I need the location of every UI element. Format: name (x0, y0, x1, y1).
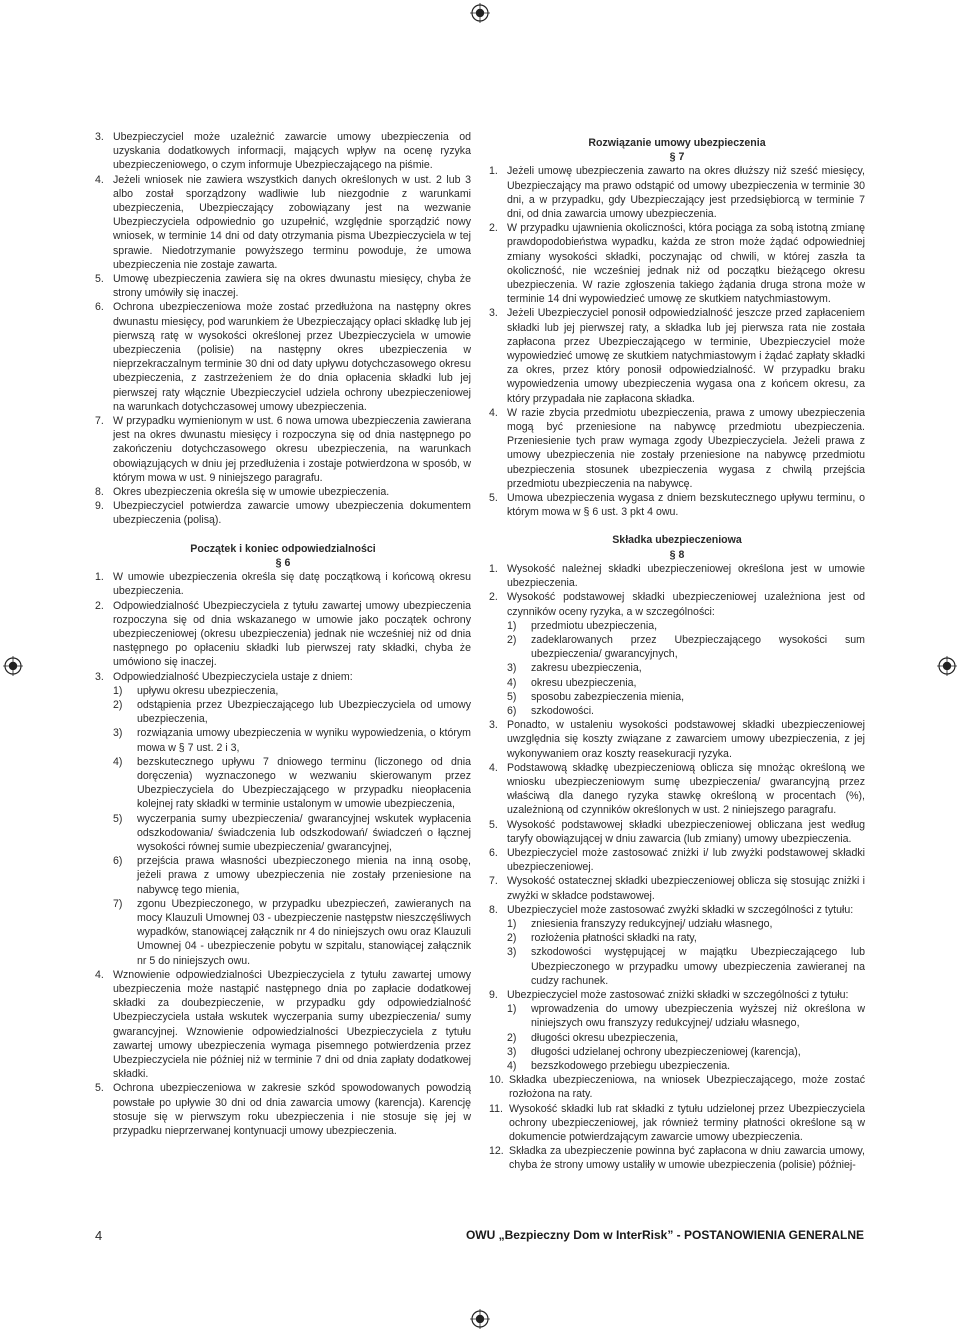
sub-list-item (507, 676, 865, 690)
item-number: 9. (489, 988, 498, 1001)
item-text: Ubezpieczyciel może zastosować zniżki składki w szczególności z tytułu: (507, 988, 849, 1001)
section-6-title: Początek i koniec odpowiedzialności (190, 542, 376, 555)
item-text: Ochrona ubezpieczeniowa może zostać przedłużona na następny okres dwunastu miesięcy, pod warunkiem że Ubezpieczający opłaci składkę lub jej pierwszą ratę w wysokości określonej przez Ubezpieczyciela w umowie ubezpieczenia (polisie) na następny okres ubezpieczenia w nieprzekraczalnym terminie 30 dni od daty upływu dotychczasowego okresu ubezpieczenia, z zastrzeżeniem że do dnia opłacenia składki lub jej pierwszej raty włącznie Ubezpieczyciel udziela ochrony ubezpieczeniowej na warunkach dotychczasowej umowy ubezpieczenia. (113, 301, 471, 413)
list-item (489, 903, 865, 917)
item-text: upływu okresu ubezpieczenia, (137, 684, 279, 697)
sub-list-item (507, 690, 865, 704)
right-column (489, 130, 865, 1173)
list-item (489, 818, 865, 846)
item-text: Ubezpieczyciel potwierdza zawarcie umowy ubezpieczenia dokumentem ubezpieczenia (polisą). (113, 500, 471, 527)
item-number: 8. (95, 486, 104, 499)
item-text: odstąpienia przez Ubezpieczającego lub Ubezpieczyciela od umowy ubezpieczenia, (137, 698, 471, 726)
item-text: sposobu zabezpieczenia mienia, (531, 690, 685, 703)
item-number: 1) (507, 619, 517, 632)
item-text: Ubezpieczyciel może zastosować zniżki i/ lub zwyżki podstawowej składki ubezpieczeniowej. (507, 846, 865, 874)
item-number: 5. (95, 1082, 104, 1095)
item-text: Jeżeli umowę ubezpieczenia zawarto na okres dłuższy niż sześć miesięcy, Ubezpieczający ma prawo odstąpić od umowy ubezpieczenia w terminie 30 dni, a w przypadku, gdy Ubezpieczający jest przedsiębiorcą w terminie 7 dni, od dnia zawarcia umowy ubezpieczenia. (507, 165, 865, 221)
list-item (489, 562, 865, 590)
item-text: Jeżeli Ubezpieczyciel ponosił odpowiedzialność jeszcze przed zapłaceniem składki lub jej pierwszej raty, a składka lub jej pierwsza rata nie została zapłacona przez Ubezpieczającego w terminie, Ubezpieczyciel może wypowiedzieć umowę ze skutkiem natychmiastowym i żądać zapłaty składki za okres, przez który ponosił odpowiedzialność. W przypadku braku wypowiedzenia umowy ubezpieczenia wygasa ona z końcem okresu, za który przypadała nie zapłacona składka. (507, 307, 865, 405)
section-8-title: Składka ubezpieczeniowa (612, 534, 742, 547)
item-text: Jeżeli wniosek nie zawiera wszystkich danych określonych w ust. 2 lub 3 albo został sporządzony wadliwie lub niezgodnie z warunkami ubezpieczenia, Ubezpieczający zobowiązany jest na wezwanie Ubezpieczyciela odpowiednio go uzupełnić, względnie sporządzić nowy wniosek, w terminie 14 dni od daty otrzymania pisma Ubezpieczyciela w tej sprawie. Niedotrzymanie powyższego terminu powoduje, że umowa ubezpieczenia nie zostaje zawarta. (113, 173, 471, 271)
item-number: 1. (95, 571, 104, 584)
item-text: Odpowiedzialność Ubezpieczyciela z tytułu zawartej umowy ubezpieczenia rozpoczyna się od dnia wskazanego w umowie jako początek ochrony ubezpieczeniowej (okresu ubezpieczenia) jednak nie wcześniej niż od dnia następnego po opłaceniu składki lub pierwszej raty składki, chyba że umówiono się inaczej. (113, 599, 471, 669)
item-number: 6) (113, 855, 123, 868)
item-text: Ubezpieczyciel może uzależnić zawarcie umowy ubezpieczenia od uzyskania dodatkowych informacji, mających wpływ na ocenę ryzyka ubezpieczeniowego, o czym informuje Ubezpieczającego na piśmie. (113, 131, 471, 172)
item-number: 4. (95, 968, 104, 981)
list-item (489, 718, 865, 761)
item-text: bezskutecznego upływu 7 dniowego terminu (liczonego od dnia doręczenia) wyznaczonego w wezwaniu skierowanym przez Ubezpieczyciela do Ubezpieczającego w przypadku nieopłacenia kolejnej raty składki w terminie ustalonym w umowie ubezpieczenia, (137, 755, 471, 811)
item-number: 3) (507, 946, 517, 959)
item-text: Wysokość należnej składki ubezpieczeniowej określona jest w umowie ubezpieczenia. (507, 562, 865, 590)
list-item (95, 130, 471, 173)
item-text: wprowadzenia do umowy ubezpieczenia wyższej niż określona w niniejszych owu franszyzy redukcyjnej/ udziału własnego, (531, 1003, 865, 1030)
item-number: 12. (489, 1145, 504, 1158)
item-number: 4) (113, 755, 123, 768)
list-item (95, 414, 471, 485)
item-text: Umowę ubezpieczenia zawiera się na okres dwunastu miesięcy, chyba że strony umówiły się inaczej. (113, 273, 471, 300)
list-item (95, 670, 471, 684)
item-number: 5) (507, 690, 517, 703)
item-text: zgonu Ubezpieczonego, w przypadku ubezpieczeń, zawieranych na mocy Klauzuli Umownej 03 - ubezpieczenie następstw nieszczęśliwych wypadków, stanowiącej załącznik nr 4 do niniejszych owu oraz Klauzuli Umownej 04 - ubezpieczenie pobytu w szpitalu, stanowiącej załącznik nr 5 do niniejszych owu. (137, 897, 471, 967)
item-number: 3) (507, 662, 517, 675)
item-text: Wysokość podstawowej składki ubezpieczeniowej uzależniona jest od czynników oceny ryzyka, a w szczególności: (507, 591, 865, 618)
paragraph-5-continuation (95, 130, 471, 528)
item-number: 4. (95, 173, 104, 186)
item-number: 5. (489, 492, 498, 505)
item-number: 7) (113, 897, 123, 910)
item-number: 1) (507, 917, 517, 930)
item-number: 2) (113, 698, 123, 711)
item-number: 11. (489, 1102, 503, 1115)
document-title: OWU „Bezpieczny Dom w InterRisk” - POSTANOWIENIA GENERALNE (465, 1228, 864, 1242)
sub-list-item (507, 945, 865, 988)
list-item (95, 272, 471, 300)
item-text: zadeklarowanych przez Ubezpieczającego wysokości sum ubezpieczenia/ gwarancyjnych, (531, 633, 865, 661)
item-text: Wznowienie odpowiedzialności Ubezpieczyciela z tytułu zawartej umowy ubezpieczenia może nastąpić następnego dnia po zapłacie dodatkowej składki za doubezpieczenie, w przypadku gdy odpowiedzialność Ubezpieczyciela ustała wskutek wyczerpania sumy ubezpieczenia/ sumy gwarancyjnej. Wznowienie odpowiedzialności Ubezpieczyciela z tytułu zawartej umowy ubezpieczenia wymaga pisemnego potwierdzenia przez Ubezpieczyciela nie później niż w terminie 7 dni od dnia zapłaty dodatkowej składki. (113, 968, 471, 1081)
item-number: 6. (95, 301, 104, 314)
list-item (489, 846, 865, 874)
item-text: Odpowiedzialność Ubezpieczyciela ustaje z dniem: (113, 670, 353, 683)
list-item (95, 599, 471, 670)
registration-mark-left-icon (3, 656, 23, 676)
item-text: Umowa ubezpieczenia wygasa z dniem bezskutecznego upływu terminu, o którym mowa w § 6 ust. 3 pkt 4 owu. (507, 492, 865, 519)
item-text: Ochrona ubezpieczeniowa w zakresie szkód spowodowanych powodzią powstałe po upływie 30 dni od dnia zawarcia umowy (karencja). Karencję stosuje się w pierwszym roku ubezpieczenia i nie stosuje się jej w przypadku nieprzerwanej kontynuacji umowy ubezpieczenia. (113, 1082, 471, 1138)
list-item (95, 968, 471, 1082)
section-6-list-a (95, 570, 471, 684)
item-number: 10. (489, 1074, 504, 1087)
list-item (489, 874, 865, 902)
item-text: Podstawową składkę ubezpieczeniową oblicza się mnożąc określoną we wniosku ubezpieczeniowym sumę ubezpieczenia/ gwarancyjną przez właściwą dla danego ryzyka stawkę określoną w procentach (%), uzależnioną od czynników określonych w ust. 2 niniejszego paragrafu. (507, 761, 865, 817)
list-item (489, 988, 865, 1002)
item-number: 2. (489, 222, 498, 235)
item-text: Ubezpieczyciel może zastosować zwyżki składki w szczególności z tytułu: (507, 903, 854, 916)
sub-list-item (113, 854, 471, 897)
item-text: zniesienia franszyzy redukcyjnej/ udziału własnego, (531, 917, 773, 930)
sub-list-item (113, 684, 471, 698)
item-text: rozwiązania umowy ubezpieczenia w wyniku wypowiedzenia, o którym mowa w § 7 ust. 2 i 3, (137, 727, 471, 754)
list-item (95, 300, 471, 414)
item-number: 6. (489, 846, 498, 859)
item-text: wyczerpania sumy ubezpieczenia/ gwarancyjnej wskutek wypłacenia odszkodowania/ świadczenia lub odszkodowań/ świadczeń o łącznej wysokości równej sumie ubezpieczenia/ gwarancyjnej, (137, 812, 471, 853)
list-item (489, 221, 865, 306)
section-6-number: § 6 (275, 556, 291, 569)
section-8-sublist-a (489, 619, 865, 718)
list-item (489, 1144, 865, 1172)
item-number: 4) (507, 1060, 517, 1072)
item-text: W umowie ubezpieczenia określa się datę początkową i końcową okresu ubezpieczenia. (113, 571, 471, 598)
item-number: 6) (507, 704, 517, 717)
item-text: szkodowości występującej w majątku Ubezpieczającego lub Ubezpieczonego w przypadku umowy ubezpieczenia zawieranej na cudzy rachunek. (531, 946, 865, 987)
item-number: 1. (489, 562, 498, 575)
item-text: przedmiotu ubezpieczenia, (531, 619, 658, 632)
sub-list-item (507, 633, 865, 661)
list-item (95, 485, 471, 499)
item-number: 4) (507, 676, 517, 689)
item-text: W razie zbycia przedmiotu ubezpieczenia, prawa z umowy ubezpieczenia mogą być przeniesione na nabywcę przedmiotu ubezpieczenia. Przeniesienie tych praw wymaga zgody Ubezpieczyciela. Jeżeli prawa z umowy ubezpieczenia nie zostały przeniesione na nabywcę przedmiotu ubezpieczenia stosunek ubezpieczenia wygasa z chwilą przejścia przedmiotu ubezpieczenia na nabywcę. (507, 406, 865, 490)
item-text: zakresu ubezpieczenia, (531, 662, 642, 675)
item-number: 5. (95, 273, 104, 286)
sub-list-item (507, 1031, 865, 1045)
list-item (95, 570, 471, 598)
item-text: długości okresu ubezpieczenia, (531, 1031, 679, 1044)
sub-list-item (113, 897, 471, 968)
sub-list-item (113, 698, 471, 726)
section-8-list-d (489, 1073, 865, 1172)
item-number: 2. (95, 599, 104, 612)
list-item (95, 499, 471, 527)
list-item (489, 1102, 865, 1145)
item-number: 2) (507, 1031, 517, 1044)
item-number: 4. (489, 406, 498, 419)
item-text: bezszkodowego przebiegu ubezpieczenia. (531, 1060, 731, 1072)
item-text: szkodowości. (531, 704, 594, 717)
item-number: 7. (95, 415, 104, 428)
item-number: 7. (489, 875, 498, 888)
item-text: Ponadto, w ustaleniu wysokości podstawowej składki ubezpieczeniowej uwzględnia się koszty związane z zawarciem umowy ubezpieczenia, z jej wykonywaniem oraz koszty reasekuracji ryzyka. (507, 719, 865, 760)
item-number: 5) (113, 812, 123, 825)
item-number: 3. (489, 719, 498, 732)
registration-mark-right-icon (937, 656, 957, 676)
section-8-sublist-c (489, 1002, 865, 1073)
registration-mark-top-icon (470, 3, 490, 23)
item-number: 5. (489, 818, 498, 831)
section-8-list-b (489, 718, 865, 917)
item-number: 2) (507, 633, 517, 646)
section-7-title: Rozwiązanie umowy ubezpieczenia (588, 137, 766, 149)
section-8-list-a (489, 562, 865, 619)
section-6-sublist (95, 684, 471, 968)
item-number: 2) (507, 932, 517, 945)
sub-list-item (507, 1002, 865, 1030)
item-number: 3. (489, 307, 498, 320)
item-text: W przypadku ujawnienia okoliczności, która pociąga za sobą istotną zmianę prawdopodobieństwa wypadku, każda ze stron może żądać odpowiedniej zmiany wysokości składki, poczynając od chwili, w której zaszła ta okoliczność, nie wcześniej jednak niż od początku bieżącego okresu ubezpieczenia. W razie zgłoszenia takiego żądania druga strona może w terminie 14 dni wypowiedzieć umowę ze skutkiem natychmiastowym. (507, 222, 865, 306)
item-text: przejścia prawa własności ubezpieczonego mienia na inną osobę, jeżeli prawa z umowy ubezpieczenia nie zostały przeniesione na nabywcę tego mienia, (137, 855, 471, 896)
section-8-sublist-b (489, 917, 865, 988)
list-item (489, 491, 865, 519)
sub-list-item (113, 755, 471, 812)
item-text: rozłożenia płatności składki na raty, (531, 932, 697, 945)
section-8-number: § 8 (669, 548, 685, 561)
list-item (489, 590, 865, 618)
sub-list-item (507, 661, 865, 675)
item-text: Wysokość podstawowej składki ubezpieczeniowej obliczana jest według taryfy obowiązującej w dniu zawarcia (lub zmiany) umowy ubezpieczenia. (507, 818, 865, 845)
item-text: Okres ubezpieczenia określa się w umowie ubezpieczenia. (113, 486, 390, 499)
sub-list-item (507, 1045, 865, 1059)
registration-mark-bottom-icon (470, 1309, 490, 1329)
item-text: długości udzielanej ochrony ubezpieczeniowej (karencja), (531, 1045, 801, 1058)
section-7-list (489, 164, 865, 519)
sub-list-item (113, 726, 471, 754)
item-text: W przypadku wymienionym w ust. 6 nowa umowa ubezpieczenia zawierana jest na okres dwunastu miesięcy i rozpoczyna się od dnia następnego po zakończeniu dotychczasowego okresu ubezpieczenia, na warunkach obowiązujących w dniu jej przedłużenia i zostaje potwierdzona w sposób, w którym mowa w ust. 9 niniejszego paragrafu. (113, 415, 471, 484)
item-number: 4. (489, 761, 498, 774)
item-number: 3) (507, 1045, 517, 1058)
section-6-list-b (95, 968, 471, 1138)
left-column (95, 130, 471, 1138)
item-text: Wysokość ostatecznej składki ubezpieczeniowej oblicza się stosując zniżki i zwyżki w składce podstawowej. (507, 875, 865, 902)
item-number: 1. (489, 165, 498, 178)
list-item (95, 173, 471, 272)
item-text: Wysokość składki lub rat składki z tytułu udzielonej przez Ubezpieczyciela ochrony ubezpieczeniowej, jak również terminy płatności określone są w dokumencie potwierdzającym zawarcie umowy ubezpieczenia. (509, 1102, 865, 1144)
item-number: 2. (489, 591, 498, 604)
sub-list-item (113, 812, 471, 855)
item-number: 3. (95, 670, 104, 683)
sub-list-item (507, 917, 865, 931)
list-item (95, 1081, 471, 1138)
sub-list-item (507, 931, 865, 945)
item-number: 3) (113, 727, 123, 740)
item-text: okresu ubezpieczenia, (531, 676, 637, 689)
list-item (489, 761, 865, 818)
item-number: 3. (95, 131, 104, 143)
list-item (489, 406, 865, 491)
list-item (489, 306, 865, 405)
item-text: Składka za ubezpieczenie powinna być zapłacona w dniu zawarcia umowy, chyba że strony umowy ustaliły w umowie ubezpieczenia (polisie) później- (509, 1145, 865, 1172)
sub-list-item (507, 619, 865, 633)
sub-list-item (507, 1059, 865, 1073)
item-number: 8. (489, 903, 498, 916)
page-number: 4 (95, 1228, 103, 1243)
section-8-list-c (489, 988, 865, 1002)
item-number: 1) (113, 684, 123, 697)
item-number: 1) (507, 1003, 517, 1016)
item-text: Składka ubezpieczeniowa, na wniosek Ubezpieczającego, może zostać rozłożona na raty. (509, 1074, 865, 1101)
list-item (489, 1073, 865, 1101)
list-item (489, 164, 865, 221)
sub-list-item (507, 704, 865, 718)
section-7-number: § 7 (669, 151, 685, 164)
item-number: 9. (95, 500, 104, 513)
